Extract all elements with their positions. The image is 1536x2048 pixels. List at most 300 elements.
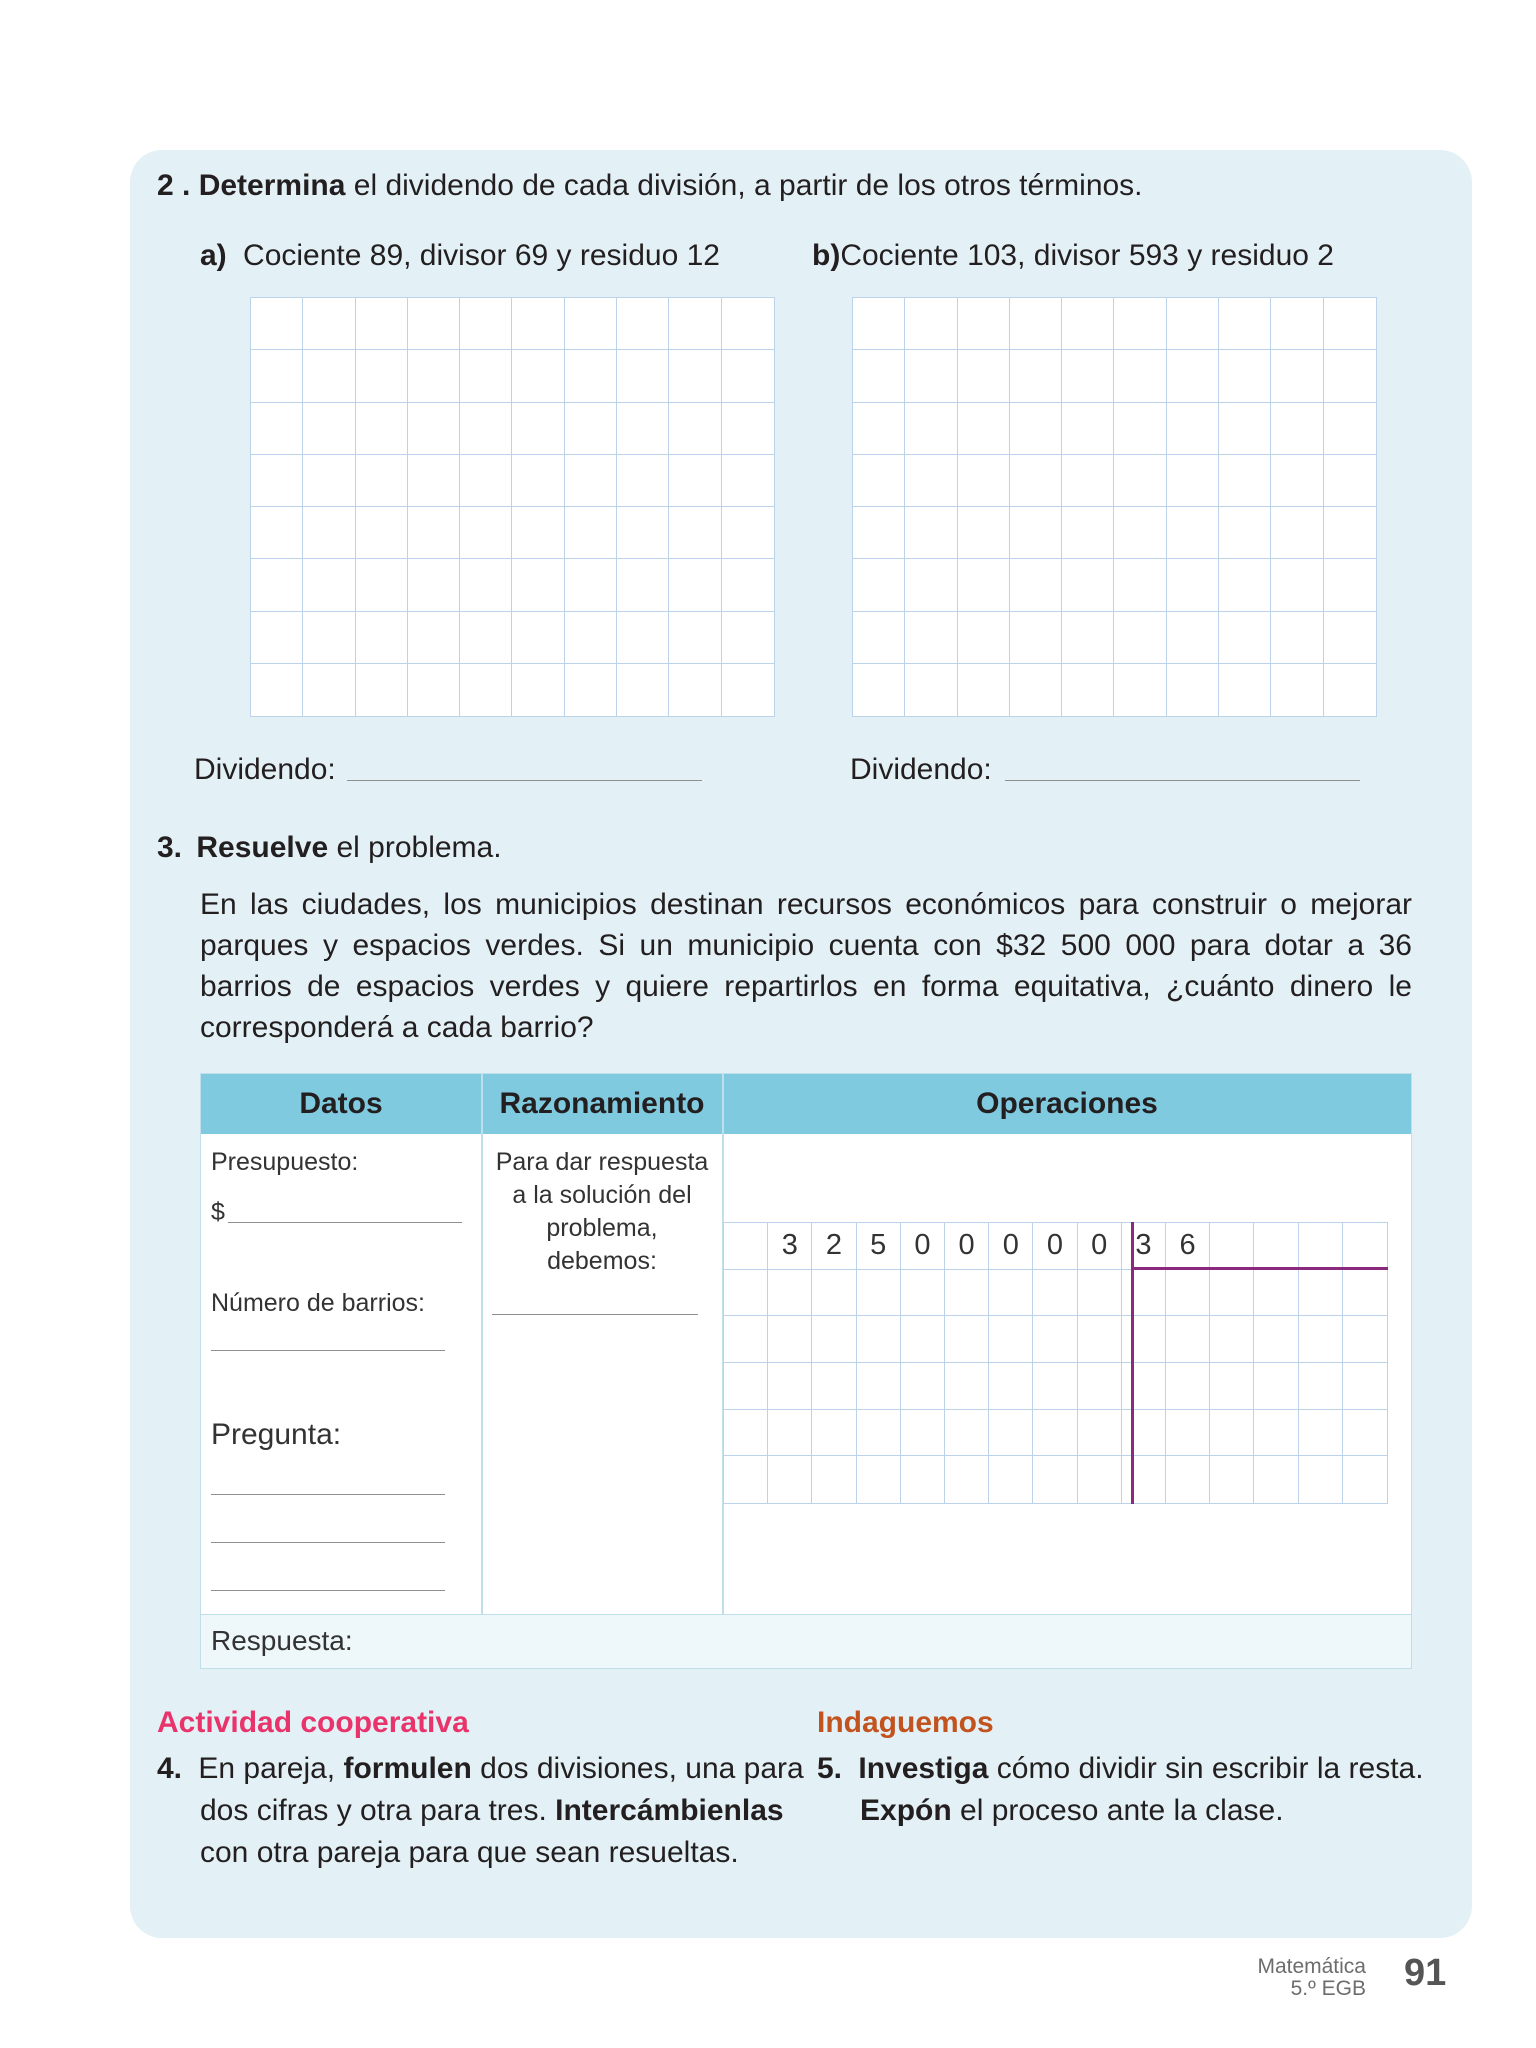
division-grid-cell[interactable] [1078, 1363, 1122, 1410]
division-grid-cell[interactable] [812, 1410, 856, 1457]
grid-cell[interactable] [958, 559, 1010, 611]
division-bracket-horizontal [1131, 1267, 1388, 1270]
grid-cell[interactable] [1167, 612, 1219, 664]
grid-cell[interactable] [1324, 350, 1376, 402]
division-grid-cell[interactable] [1299, 1223, 1343, 1270]
grid-cell[interactable] [251, 612, 303, 664]
grid-cell[interactable] [958, 612, 1010, 664]
grid-cell[interactable] [617, 298, 669, 350]
grid-cell[interactable] [1114, 559, 1166, 611]
grid-cell[interactable] [408, 664, 460, 716]
pregunta-label: Pregunta: [211, 1418, 342, 1451]
division-grid-cell[interactable] [1210, 1316, 1254, 1363]
grid-cell[interactable] [1167, 507, 1219, 559]
division-grid-cell[interactable] [1254, 1363, 1298, 1410]
grid-cell[interactable] [905, 298, 957, 350]
grid-cell[interactable] [853, 298, 905, 350]
division-grid-cell[interactable] [1078, 1270, 1122, 1317]
grid-cell[interactable] [251, 455, 303, 507]
grid-cell[interactable] [1271, 664, 1323, 716]
division-grid-cell[interactable] [1343, 1223, 1387, 1270]
division-grid-cell[interactable] [1033, 1316, 1077, 1363]
exercise-3-instruction [157, 830, 502, 866]
item-label-b: b) [812, 239, 841, 272]
grid-cell[interactable] [1062, 664, 1114, 716]
cooperativa-title: Actividad cooperativa [157, 1706, 469, 1739]
division-grid-cell[interactable] [857, 1410, 901, 1457]
division-grid-cell[interactable] [1254, 1270, 1298, 1317]
division-grid-cell[interactable] [1210, 1270, 1254, 1317]
division-grid-cell[interactable] [989, 1363, 1033, 1410]
grid-cell[interactable] [1219, 298, 1271, 350]
text: el proceso ante la clase. [951, 1794, 1284, 1827]
grid-cell[interactable] [853, 664, 905, 716]
division-bracket-vertical [1131, 1222, 1134, 1504]
grid-cell[interactable] [565, 612, 617, 664]
grid-cell[interactable] [1114, 664, 1166, 716]
grid-cell[interactable] [460, 664, 512, 716]
grid-cell[interactable] [958, 455, 1010, 507]
footer-subject [1180, 1956, 1366, 2000]
grid-cell[interactable] [905, 455, 957, 507]
grid-cell[interactable] [1010, 455, 1062, 507]
grid-cell[interactable] [1219, 350, 1271, 402]
division-grid-cell[interactable] [901, 1316, 945, 1363]
grid-cell[interactable] [1271, 507, 1323, 559]
division-grid-cell[interactable]: 0 [901, 1223, 945, 1270]
item-text-a: Cociente 89, divisor 69 y residuo 12 [243, 239, 720, 272]
grid-cell[interactable] [251, 298, 303, 350]
grid-cell[interactable] [408, 298, 460, 350]
division-grid-cell[interactable] [812, 1363, 856, 1410]
grid-cell[interactable] [958, 350, 1010, 402]
grid-cell[interactable] [460, 403, 512, 455]
grid-cell[interactable] [1219, 507, 1271, 559]
division-grid-cell[interactable]: 0 [1033, 1223, 1077, 1270]
header-datos: Datos [299, 1087, 383, 1120]
razonamiento-line: debemos: [547, 1247, 657, 1275]
division-grid-cell[interactable] [989, 1316, 1033, 1363]
division-grid-cell[interactable] [1343, 1363, 1387, 1410]
grid-cell[interactable] [408, 455, 460, 507]
grid-cell[interactable] [853, 612, 905, 664]
division-grid-cell[interactable] [768, 1316, 812, 1363]
grid-cell[interactable] [1010, 507, 1062, 559]
division-grid-cell[interactable] [1166, 1270, 1210, 1317]
grid-cell[interactable] [303, 559, 355, 611]
grid-cell[interactable] [356, 403, 408, 455]
grid-cell[interactable] [356, 612, 408, 664]
grid-cell[interactable] [460, 298, 512, 350]
division-grid-cell[interactable] [1078, 1456, 1122, 1503]
grid-cell[interactable] [1324, 298, 1376, 350]
grid-cell[interactable] [1324, 455, 1376, 507]
grid-cell[interactable] [1219, 455, 1271, 507]
grid-cell[interactable] [722, 507, 774, 559]
grid-cell[interactable] [669, 350, 721, 402]
dividend-answer-line-a[interactable] [347, 780, 702, 781]
grid-cell[interactable] [565, 664, 617, 716]
grid-cell[interactable] [251, 507, 303, 559]
grid-cell[interactable] [722, 350, 774, 402]
division-grid-cell[interactable] [724, 1270, 768, 1317]
grid-cell[interactable] [617, 559, 669, 611]
grid-cell[interactable] [565, 507, 617, 559]
grid-cell[interactable] [303, 664, 355, 716]
division-grid-cell[interactable] [1210, 1410, 1254, 1457]
grid-cell[interactable] [617, 455, 669, 507]
grid-cell[interactable] [722, 455, 774, 507]
division-grid-cell[interactable] [724, 1316, 768, 1363]
grid-cell[interactable] [853, 403, 905, 455]
pregunta-answer-line-2[interactable] [211, 1542, 445, 1543]
division-grid-cell[interactable] [1210, 1223, 1254, 1270]
exercise-5-line-2 [817, 1790, 1424, 1832]
division-grid-cell[interactable] [945, 1410, 989, 1457]
division-grid-cell[interactable] [945, 1316, 989, 1363]
grid-cell[interactable] [408, 612, 460, 664]
grid-cell[interactable] [1010, 559, 1062, 611]
division-grid-cell[interactable] [901, 1456, 945, 1503]
division-grid-cell[interactable] [1299, 1456, 1343, 1503]
division-grid-cell[interactable] [1166, 1363, 1210, 1410]
grid-cell[interactable] [853, 455, 905, 507]
grid-cell[interactable] [251, 664, 303, 716]
grid-cell[interactable] [512, 612, 564, 664]
grid-cell[interactable] [1271, 298, 1323, 350]
grid-cell[interactable] [1219, 612, 1271, 664]
division-grid-cell[interactable] [1343, 1410, 1387, 1457]
grid-cell[interactable] [408, 350, 460, 402]
division-grid-cell[interactable] [945, 1363, 989, 1410]
grid-cell[interactable] [669, 298, 721, 350]
grid-cell[interactable] [460, 455, 512, 507]
razonamiento-line: a la solución del [512, 1181, 692, 1209]
grid-cell[interactable] [251, 403, 303, 455]
exercise-4-line-1 [157, 1748, 804, 1790]
grid-cell[interactable] [512, 455, 564, 507]
grid-cell[interactable] [1062, 455, 1114, 507]
division-grid-cell[interactable] [1078, 1316, 1122, 1363]
grid-cell[interactable] [356, 664, 408, 716]
grid-cell[interactable] [1114, 507, 1166, 559]
grid-cell[interactable] [905, 403, 957, 455]
grid-cell[interactable] [512, 403, 564, 455]
grid-cell[interactable] [617, 350, 669, 402]
grid-cell[interactable] [565, 455, 617, 507]
grid-cell[interactable] [1010, 403, 1062, 455]
division-grid-cell[interactable] [724, 1363, 768, 1410]
grid-cell[interactable] [905, 559, 957, 611]
division-grid[interactable] [723, 1222, 1388, 1504]
grid-cell[interactable] [669, 559, 721, 611]
grid-cell[interactable] [408, 507, 460, 559]
grid-cell[interactable] [251, 350, 303, 402]
division-grid-cell[interactable] [812, 1270, 856, 1317]
exercise-number: 4. [157, 1752, 183, 1785]
division-grid-cell[interactable] [1254, 1456, 1298, 1503]
grid-cell[interactable] [1167, 455, 1219, 507]
grid-cell[interactable] [958, 298, 1010, 350]
grade-label: 5.º EGB [1290, 1977, 1366, 2000]
grid-cell[interactable] [1167, 298, 1219, 350]
grid-cell[interactable] [958, 664, 1010, 716]
division-grid-cell[interactable] [1343, 1270, 1387, 1317]
division-grid-cell[interactable]: 3 [1122, 1223, 1166, 1270]
text: dos cifras y otra para tres. [200, 1794, 556, 1827]
grid-cell[interactable] [1114, 455, 1166, 507]
division-grid-cell[interactable] [1122, 1270, 1166, 1317]
grid-cell[interactable] [1324, 507, 1376, 559]
exercise-number: 5. [817, 1752, 843, 1785]
grid-cell[interactable] [905, 507, 957, 559]
division-grid-cell[interactable] [857, 1270, 901, 1317]
division-grid-cell[interactable] [1078, 1410, 1122, 1457]
division-grid-cell[interactable]: 6 [1166, 1223, 1210, 1270]
division-grid-cell[interactable] [857, 1456, 901, 1503]
division-grid-cell[interactable] [1166, 1316, 1210, 1363]
grid-cell[interactable] [617, 507, 669, 559]
grid-cell[interactable] [1271, 559, 1323, 611]
division-grid-cell[interactable] [989, 1456, 1033, 1503]
division-grid-cell[interactable] [1122, 1363, 1166, 1410]
grid-cell[interactable] [356, 298, 408, 350]
grid-cell[interactable] [356, 559, 408, 611]
grid-cell[interactable] [1271, 455, 1323, 507]
grid-cell[interactable] [460, 559, 512, 611]
problem-statement: En las ciudades, los municipios destinan recursos económicos para construir o mejorar parques y espacios verdes. Si un municipio cuenta con $32 500 000 para dotar a 36 barrios de espacios verdes y quiere repartirlos en forma equitativa, ¿cuánto dinero le corresponderá a cada barrio? [200, 888, 1412, 1044]
division-grid-cell[interactable] [1299, 1363, 1343, 1410]
grid-cell[interactable] [1271, 612, 1323, 664]
grid-cell[interactable] [565, 403, 617, 455]
bold-verb: Investiga [858, 1752, 989, 1785]
division-grid-cell[interactable] [945, 1456, 989, 1503]
dividend-answer-line-b[interactable] [1005, 780, 1360, 781]
division-grid-cell[interactable] [1033, 1363, 1077, 1410]
grid-cell[interactable] [1010, 350, 1062, 402]
exercise-2-instruction [157, 168, 1143, 204]
razonamiento-prompt [482, 1146, 722, 1278]
grid-cell[interactable] [853, 559, 905, 611]
grid-cell[interactable] [722, 559, 774, 611]
grid-cell[interactable] [1114, 403, 1166, 455]
division-grid-cell[interactable] [724, 1223, 768, 1270]
grid-cell[interactable] [1167, 403, 1219, 455]
grid-cell[interactable] [565, 559, 617, 611]
division-grid-cell[interactable] [768, 1270, 812, 1317]
division-grid-cell[interactable] [989, 1410, 1033, 1457]
grid-cell[interactable] [356, 507, 408, 559]
grid-cell[interactable] [1324, 664, 1376, 716]
grid-cell[interactable] [1114, 612, 1166, 664]
division-grid-cell[interactable]: 0 [1078, 1223, 1122, 1270]
grid-cell[interactable] [303, 350, 355, 402]
presupuesto-answer-line[interactable] [228, 1222, 462, 1223]
division-grid-cell[interactable] [1254, 1316, 1298, 1363]
division-grid-cell[interactable] [945, 1270, 989, 1317]
work-grid-b[interactable] [852, 297, 1377, 717]
grid-cell[interactable] [356, 455, 408, 507]
division-grid-cell[interactable]: 3 [768, 1223, 812, 1270]
grid-cell[interactable] [1219, 403, 1271, 455]
grid-cell[interactable] [1219, 559, 1271, 611]
pregunta-answer-line-3[interactable] [211, 1590, 445, 1591]
division-grid-cell[interactable] [989, 1270, 1033, 1317]
division-grid-cell[interactable] [1299, 1270, 1343, 1317]
exercise-2b-prompt [812, 238, 1334, 274]
division-grid-cell[interactable] [724, 1456, 768, 1503]
grid-cell[interactable] [1114, 298, 1166, 350]
grid-cell[interactable] [1010, 612, 1062, 664]
item-label-a: a) [200, 239, 227, 272]
grid-cell[interactable] [722, 664, 774, 716]
exercise-number: 2 . [157, 169, 191, 202]
grid-cell[interactable] [512, 350, 564, 402]
grid-cell[interactable] [512, 664, 564, 716]
grid-cell[interactable] [853, 350, 905, 402]
division-grid-cell[interactable] [857, 1316, 901, 1363]
grid-cell[interactable] [669, 403, 721, 455]
grid-cell[interactable] [303, 612, 355, 664]
grid-cell[interactable] [905, 350, 957, 402]
work-grid-a[interactable] [250, 297, 775, 717]
grid-cell[interactable] [905, 612, 957, 664]
header-razonamiento: Razonamiento [499, 1087, 705, 1120]
grid-cell[interactable] [565, 350, 617, 402]
grid-cell[interactable] [617, 403, 669, 455]
grid-cell[interactable] [565, 298, 617, 350]
barrios-label: Número de barrios: [211, 1289, 425, 1317]
grid-cell[interactable] [1062, 507, 1114, 559]
exercise-5 [817, 1748, 1424, 1832]
instruction-verb: Resuelve [196, 831, 329, 864]
division-grid-cell[interactable] [1210, 1456, 1254, 1503]
division-grid-cell[interactable] [1299, 1410, 1343, 1457]
division-grid-cell[interactable] [1122, 1456, 1166, 1503]
exercise-number: 3. [157, 831, 183, 864]
grid-cell[interactable] [669, 664, 721, 716]
division-grid-cell[interactable]: 2 [812, 1223, 856, 1270]
grid-cell[interactable] [853, 507, 905, 559]
grid-cell[interactable] [1167, 664, 1219, 716]
grid-cell[interactable] [1271, 350, 1323, 402]
grid-cell[interactable] [958, 403, 1010, 455]
razonamiento-line: problema, [546, 1214, 658, 1242]
grid-cell[interactable] [1010, 298, 1062, 350]
grid-cell[interactable] [1324, 403, 1376, 455]
grid-cell[interactable] [1062, 559, 1114, 611]
grid-cell[interactable] [1167, 559, 1219, 611]
grid-cell[interactable] [303, 403, 355, 455]
grid-cell[interactable] [303, 455, 355, 507]
grid-cell[interactable] [722, 298, 774, 350]
division-grid-cell[interactable] [1033, 1456, 1077, 1503]
division-grid-cell[interactable] [1122, 1410, 1166, 1457]
grid-cell[interactable] [512, 559, 564, 611]
grid-cell[interactable] [1062, 612, 1114, 664]
grid-cell[interactable] [251, 559, 303, 611]
grid-cell[interactable] [1219, 664, 1271, 716]
division-grid-cell[interactable] [1033, 1410, 1077, 1457]
instruction-text: el dividendo de cada división, a partir de los otros términos. [345, 169, 1143, 202]
grid-cell[interactable] [905, 664, 957, 716]
grid-cell[interactable] [1114, 350, 1166, 402]
grid-cell[interactable] [1062, 350, 1114, 402]
respuesta-row[interactable] [201, 1614, 1411, 1668]
grid-cell[interactable] [303, 507, 355, 559]
subject-label: Matemática [1257, 1955, 1366, 1978]
grid-cell[interactable] [617, 664, 669, 716]
division-grid-cell[interactable] [901, 1270, 945, 1317]
razonamiento-answer-line[interactable] [492, 1314, 698, 1315]
grid-cell[interactable] [460, 507, 512, 559]
grid-cell[interactable] [617, 612, 669, 664]
division-grid-cell[interactable] [1122, 1316, 1166, 1363]
division-grid-cell[interactable] [1254, 1410, 1298, 1457]
grid-cell[interactable] [460, 350, 512, 402]
pregunta-answer-line-1[interactable] [211, 1494, 445, 1495]
division-grid-cell[interactable] [812, 1316, 856, 1363]
division-grid-cell[interactable] [768, 1410, 812, 1457]
division-grid-cell[interactable] [1254, 1223, 1298, 1270]
grid-cell[interactable] [303, 298, 355, 350]
grid-cell[interactable] [669, 507, 721, 559]
division-grid-cell[interactable]: 5 [857, 1223, 901, 1270]
division-grid-cell[interactable] [1210, 1363, 1254, 1410]
grid-cell[interactable] [1062, 403, 1114, 455]
exercise-4 [157, 1748, 804, 1874]
grid-cell[interactable] [1271, 403, 1323, 455]
grid-cell[interactable] [1010, 664, 1062, 716]
grid-cell[interactable] [512, 298, 564, 350]
grid-cell[interactable] [408, 559, 460, 611]
grid-cell[interactable] [669, 455, 721, 507]
grid-cell[interactable] [356, 350, 408, 402]
grid-cell[interactable] [1324, 559, 1376, 611]
division-grid-cell[interactable]: 0 [989, 1223, 1033, 1270]
division-grid-cell[interactable] [901, 1410, 945, 1457]
exercise-2a-prompt [200, 238, 720, 274]
grid-cell[interactable] [669, 612, 721, 664]
grid-cell[interactable] [512, 507, 564, 559]
header-operaciones: Operaciones [976, 1087, 1158, 1120]
division-grid-cell[interactable] [1343, 1316, 1387, 1363]
division-grid-cell[interactable] [724, 1410, 768, 1457]
text: dos divisiones, una para [471, 1752, 804, 1785]
grid-cell[interactable] [722, 403, 774, 455]
grid-cell[interactable] [722, 612, 774, 664]
division-grid-cell[interactable]: 0 [945, 1223, 989, 1270]
barrios-answer-line[interactable] [211, 1350, 445, 1351]
grid-cell[interactable] [1324, 612, 1376, 664]
grid-cell[interactable] [1062, 298, 1114, 350]
grid-cell[interactable] [958, 507, 1010, 559]
grid-cell[interactable] [408, 403, 460, 455]
division-grid-cell[interactable] [901, 1363, 945, 1410]
division-grid-cell[interactable] [1299, 1316, 1343, 1363]
division-grid-cell[interactable] [768, 1456, 812, 1503]
division-grid-cell[interactable] [812, 1456, 856, 1503]
division-grid-cell[interactable] [768, 1363, 812, 1410]
division-grid-cell[interactable] [1343, 1456, 1387, 1503]
bold-verb: Expón [860, 1794, 952, 1827]
division-grid-cell[interactable] [1166, 1456, 1210, 1503]
division-grid-cell[interactable] [857, 1363, 901, 1410]
grid-cell[interactable] [1167, 350, 1219, 402]
division-grid-cell[interactable] [1166, 1410, 1210, 1457]
grid-cell[interactable] [460, 612, 512, 664]
division-grid-cell[interactable] [1033, 1270, 1077, 1317]
